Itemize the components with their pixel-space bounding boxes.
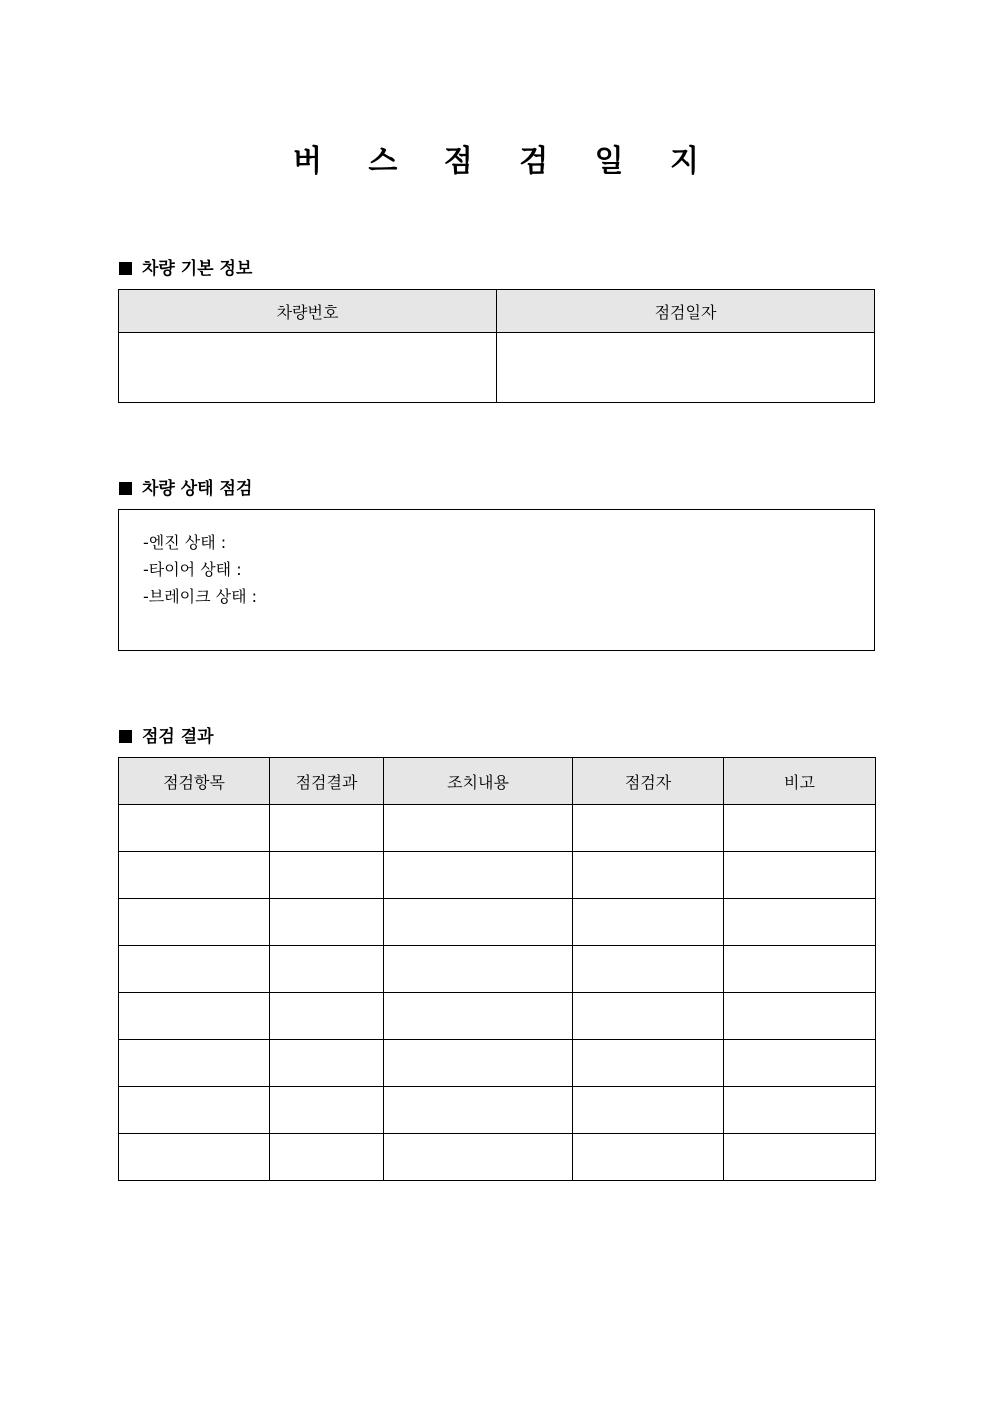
table-cell[interactable] — [384, 805, 573, 852]
table-cell[interactable] — [573, 993, 724, 1040]
column-header-inspector: 점검자 — [573, 758, 724, 805]
square-bullet-icon — [119, 482, 132, 495]
table-row — [119, 805, 876, 852]
inspection-date-field[interactable] — [497, 333, 875, 403]
section-heading-basic-info — [119, 254, 252, 279]
table-row — [119, 852, 876, 899]
column-header-result: 점검결과 — [270, 758, 384, 805]
section-heading-label: 점검 결과 — [142, 727, 214, 747]
section-heading-label: 차량 상태 점검 — [142, 479, 253, 499]
table-cell[interactable] — [119, 1087, 270, 1134]
table-row — [119, 946, 876, 993]
status-check-box[interactable] — [118, 509, 875, 651]
table-cell[interactable] — [384, 1087, 573, 1134]
column-header-remarks: 비고 — [724, 758, 876, 805]
table-cell[interactable] — [270, 1134, 384, 1181]
table-cell[interactable] — [573, 805, 724, 852]
column-header-vehicle-number: 차량번호 — [119, 290, 497, 333]
table-cell[interactable] — [384, 1040, 573, 1087]
section-heading-results — [119, 722, 214, 747]
table-cell[interactable] — [573, 852, 724, 899]
table-cell[interactable] — [573, 946, 724, 993]
table-cell[interactable] — [119, 993, 270, 1040]
table-row — [119, 899, 876, 946]
basic-info-table — [118, 289, 875, 403]
table-cell[interactable] — [119, 946, 270, 993]
table-cell[interactable] — [270, 899, 384, 946]
table-row — [119, 1040, 876, 1087]
table-cell[interactable] — [724, 1040, 876, 1087]
table-cell[interactable] — [119, 899, 270, 946]
table-cell[interactable] — [384, 899, 573, 946]
table-cell[interactable] — [270, 946, 384, 993]
table-cell[interactable] — [119, 1040, 270, 1087]
table-row — [119, 1134, 876, 1181]
table-cell[interactable] — [119, 1134, 270, 1181]
table-cell[interactable] — [270, 1040, 384, 1087]
table-cell[interactable] — [270, 852, 384, 899]
vehicle-number-field[interactable] — [119, 333, 497, 403]
table-cell[interactable] — [724, 805, 876, 852]
table-row — [119, 1087, 876, 1134]
table-cell[interactable] — [724, 993, 876, 1040]
table-cell[interactable] — [724, 1087, 876, 1134]
column-header-action: 조치내용 — [384, 758, 573, 805]
column-header-inspection-date: 점검일자 — [497, 290, 875, 333]
engine-status-line: -엔진 상태 : — [143, 533, 227, 552]
table-cell[interactable] — [119, 852, 270, 899]
results-table — [118, 757, 876, 1181]
tire-status-line: -타이어 상태 : — [143, 560, 242, 579]
table-cell[interactable] — [384, 852, 573, 899]
section-heading-label: 차량 기본 정보 — [142, 259, 253, 279]
page-title: 버 스 점 검 일 지 — [292, 144, 718, 179]
table-cell[interactable] — [573, 1040, 724, 1087]
table-row — [119, 993, 876, 1040]
table-cell[interactable] — [270, 805, 384, 852]
table-cell[interactable] — [384, 1134, 573, 1181]
square-bullet-icon — [119, 730, 132, 743]
table-cell[interactable] — [384, 946, 573, 993]
table-cell[interactable] — [724, 946, 876, 993]
column-header-item: 점검항목 — [119, 758, 270, 805]
brake-status-line: -브레이크 상태 : — [143, 587, 258, 606]
table-cell[interactable] — [270, 1087, 384, 1134]
table-cell[interactable] — [724, 899, 876, 946]
table-cell[interactable] — [270, 993, 384, 1040]
table-cell[interactable] — [573, 899, 724, 946]
table-cell[interactable] — [724, 1134, 876, 1181]
table-cell[interactable] — [573, 1087, 724, 1134]
table-cell[interactable] — [724, 852, 876, 899]
table-cell[interactable] — [119, 805, 270, 852]
table-cell[interactable] — [573, 1134, 724, 1181]
table-cell[interactable] — [384, 993, 573, 1040]
square-bullet-icon — [119, 262, 132, 275]
section-heading-status-check — [119, 474, 252, 499]
